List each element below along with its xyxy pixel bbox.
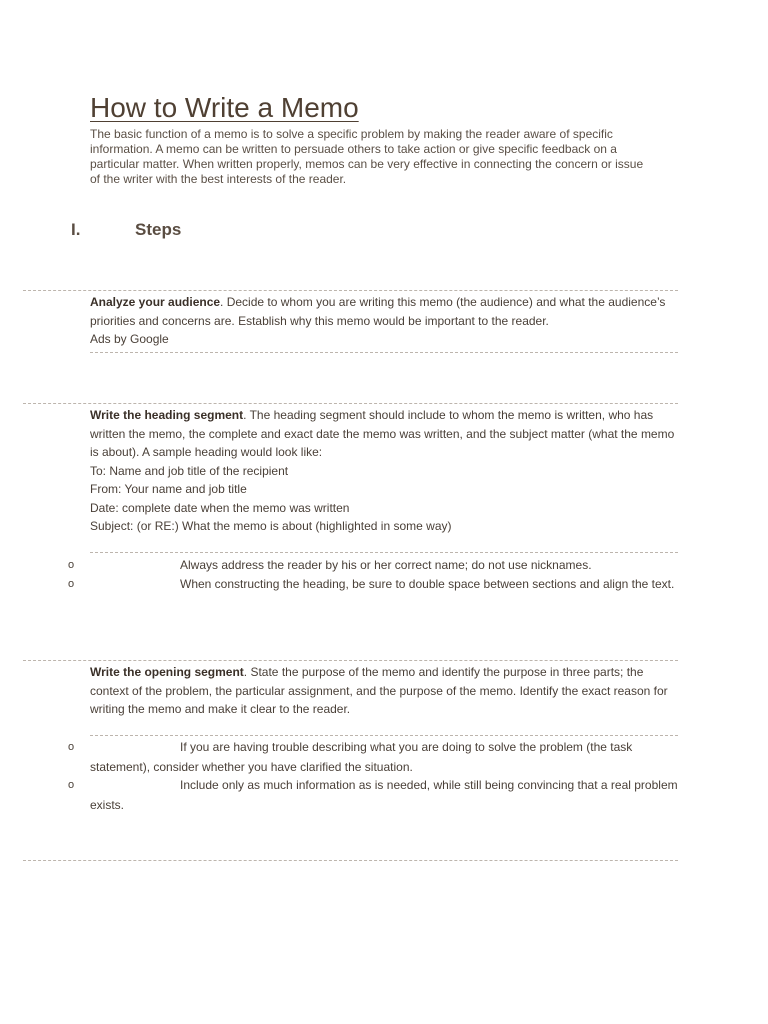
section-number: I. [71,220,81,239]
divider [90,552,678,553]
tip-text: If you are having trouble describing what you are doing to solve the problem (the task statement), consider whether you have clarified the situation. [90,740,633,774]
step-text [90,663,682,719]
sample-line-subject: Subject: (or RE:) What the memo is about (highlighted in some way) [90,519,452,533]
sample-line-date: Date: complete date when the memo was written [90,500,350,515]
ads-by-google: Ads by Google [90,332,169,346]
sample-line-from: From: Your name and job title [90,482,247,496]
step-body: . Decide to whom you are writing this memo (the audience) and what the audience’s priorities and concerns are. Establish why this memo would be important to the reader. [90,295,666,328]
divider [23,403,678,404]
list-item [68,575,680,595]
page-title: How to Write a Memo [90,92,359,123]
step-lead: Write the opening segment [90,665,244,679]
list-item [68,738,680,777]
list-item [68,556,680,576]
bullet-marker: o [68,559,75,571]
step-text [90,406,682,462]
step-lead: Write the heading segment [90,408,244,422]
intro-paragraph: The basic function of a memo is to solve a specific problem by making the reader aware of specific information. A memo can be written to persuade others to take action or give specific feedback on a particular matter. When written properly, memos can be very effective in connecting the concern or issue of the writer with the best interests of the reader. [90,127,644,186]
tip-text: Always address the reader by his or her correct name; do not use nicknames. [180,558,592,572]
step-analyze-audience [90,293,682,349]
step-text [90,293,682,330]
step-body: . State the purpose of the memo and identify the purpose in three parts; the context of the problem, the particular assignment, and the purpose of the memo. Identify the exact reason for writing the memo and make it clear to the reader. [90,665,668,716]
divider [23,290,678,291]
bullet-marker: o [68,779,75,791]
step-heading-segment [90,406,682,536]
step-body: . The heading segment should include to whom the memo is written, who has written the memo, the complete and exact date the memo was written, and the subject matter (what the memo is about). A sample heading would look like: [90,408,675,459]
tip-text: Include only as much information as is needed, while still being convincing that a real problem exists. [90,778,678,812]
step-opening-segment [90,663,682,719]
divider [23,860,678,861]
divider [90,735,678,736]
list-item [68,776,680,815]
bullet-marker: o [68,741,75,753]
divider [90,352,678,353]
section-title: Steps [135,220,182,239]
step-lead: Analyze your audience [90,295,221,309]
bullet-marker: o [68,578,75,590]
tip-text: When constructing the heading, be sure to double space between sections and align the text. [180,577,675,591]
sample-line-to: To: Name and job title of the recipient [90,463,289,478]
divider [23,660,678,661]
